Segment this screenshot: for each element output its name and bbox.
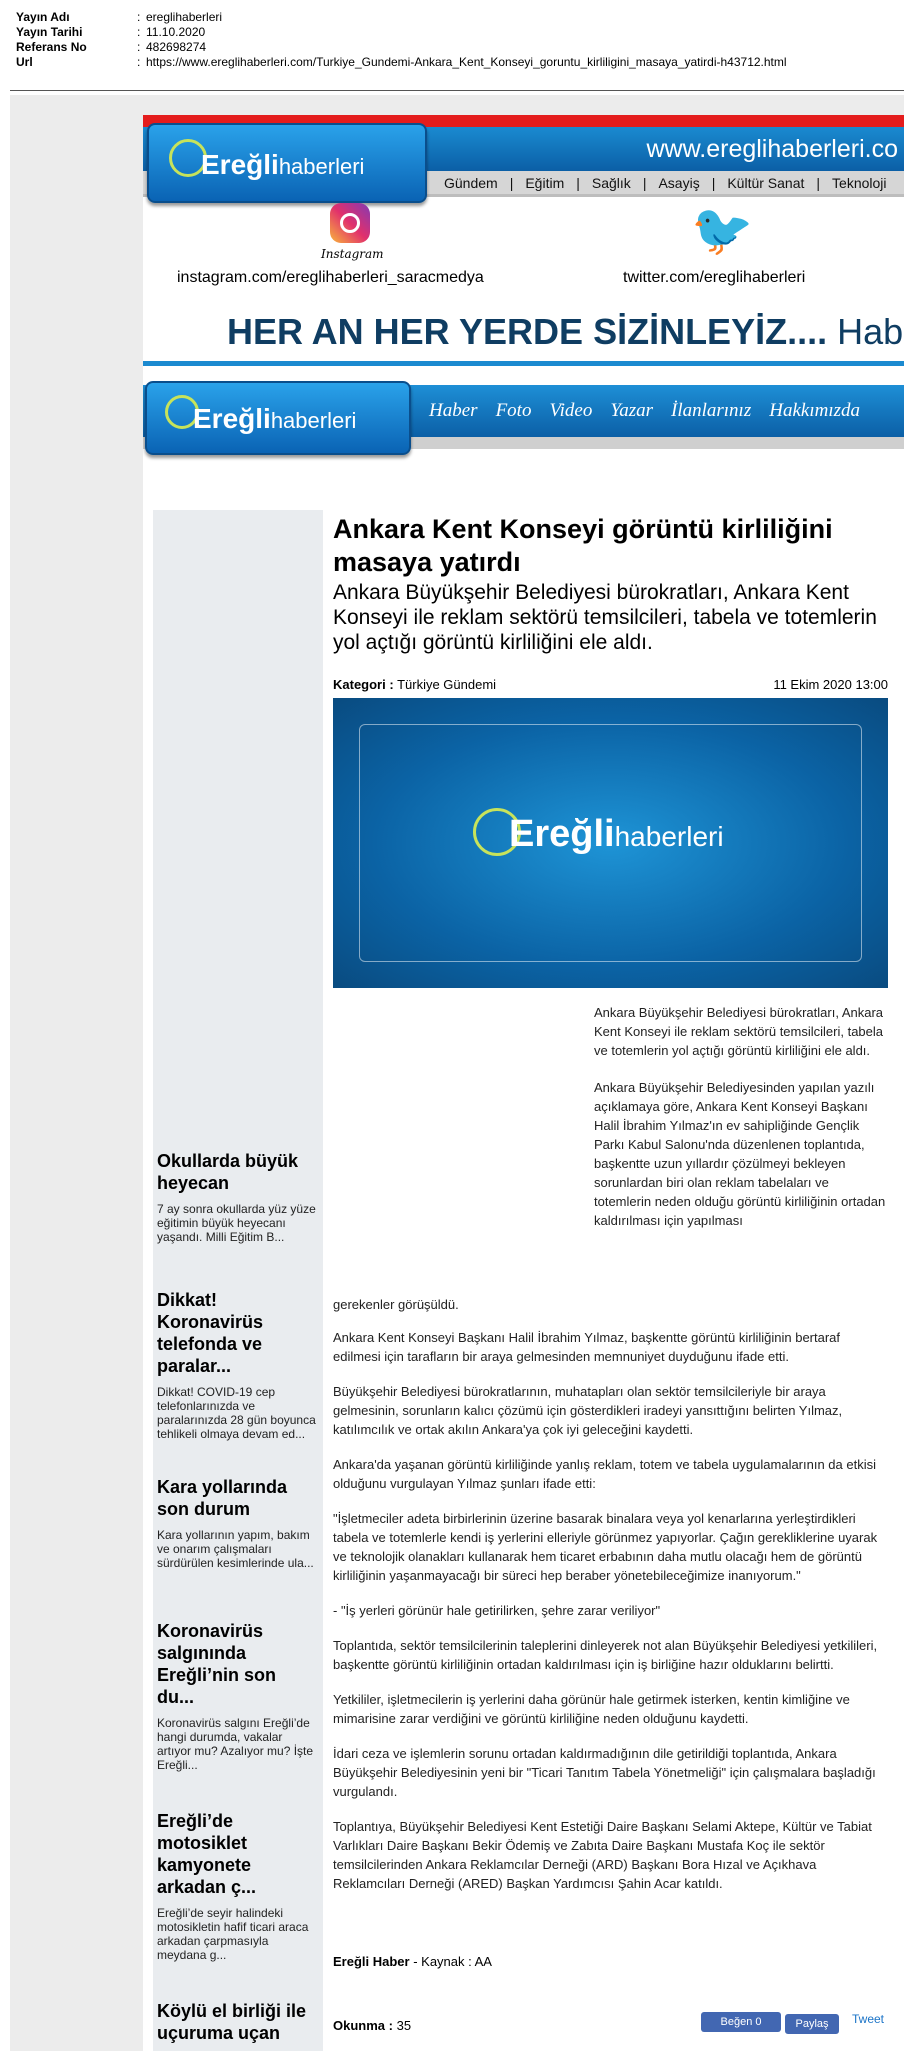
category-label: Kategori : xyxy=(333,677,394,692)
nav-item-haber[interactable]: Haber xyxy=(429,400,478,421)
article-subtitle: Ankara Büyükşehir Belediyesi bürokratları, Ankara Kent Konseyi ile reklam sektörü temsilcileri, tabela ve totemlerin yol açtığı görüntü kirliliğini ele aldı. xyxy=(333,581,877,654)
nav-item-saglik[interactable]: Sağlık xyxy=(591,175,631,191)
article-paragraph: Yetkililer, işletmecilerin iş yerlerini daha görünür hale getirmek isterken, kentin kimliğine ve mimarisine zarar verdiğini ve görüntü kirliliğine neden olduğunu kaydetti. xyxy=(333,1692,850,1726)
article-paragraph: Toplantıya, Büyükşehir Belediyesi Kent Estetiği Daire Başkanı Selami Aktepe, Kültür ve Tabiat Varlıkları Daire Başkanı Bekir Ödemiş ve Zabıta Daire Başkanı Mustafa Koç ile sektör temsilcilerinden Ankara Reklamcılar Derneği (ARD) Başkanı Bora Hızal ve Açıkhava Reklamcıları Derneği (ARED) Başkan Yardımcısı Şahin Acar katıldı. xyxy=(333,1819,872,1891)
sidebar-news-snippet: 7 ay sonra okullarda yüz yüze eğitimin büyük heyecanı yaşandı. Milli Eğitim B... xyxy=(157,1202,316,1244)
article-paragraph: Ankara Büyükşehir Belediyesi bürokratları, Ankara Kent Konseyi ile reklam sektörü temsilcileri, tabela ve totemlerin yol açtığı görüntü kirliliğini ele aldı. xyxy=(594,1005,884,1058)
hero-logo-bold: Ereğli xyxy=(509,813,615,855)
meta-row: Yayın Adı : ereglihaberleri xyxy=(16,10,223,24)
meta-url[interactable]: https://www.ereglihaberleri.com/Turkiye_Gundemi-Ankara_Kent_Konseyi_goruntu_kirliligini_masaya_yatirdi-h43712.html xyxy=(146,55,787,69)
page-screenshot xyxy=(143,115,904,2051)
article-paragraph: "İşletmeciler adeta birbirlerinin üzerine basarak binalara veya yol kenarlarına yerleştirdikleri tabela ve totemlerle kendi iş yerlerini elleriyle görünmez yapıyorlar. Çağın gerekliklerine uyarak ve teknolojik olanakları kullanarak hem ticaret erbabının daha mutlu olacağı hem de görüntü kirliliğinin yaşanmayacağı bir süreci hep beraber yönetebileceğimize inanıyorum." xyxy=(333,1511,878,1583)
article-paragraph: gerekenler görüşüldü. xyxy=(333,1297,459,1312)
sidebar-news-snippet: Kara yollarının yapım, bakım ve onarım çalışmaları sürdürülen kesimlerinde ula... xyxy=(157,1528,314,1570)
read-count-value: 35 xyxy=(396,2018,412,2033)
slogan-text: HER AN HER YERDE SİZİNLEYİZ.... xyxy=(227,311,828,352)
slogan xyxy=(227,311,903,353)
social-banner xyxy=(143,203,904,303)
article-header xyxy=(333,513,888,655)
sidebar-news-title[interactable]: Okullarda büyük heyecan xyxy=(157,1151,299,1193)
read-count xyxy=(333,2018,411,2033)
category-link[interactable]: Türkiye Gündemi xyxy=(397,677,497,692)
site-logo-secondary[interactable] xyxy=(145,381,411,455)
nav-item-hakkimizda[interactable]: Hakkımızda xyxy=(769,400,860,421)
document-meta xyxy=(16,10,787,70)
article-paragraph: - "İş yerleri görünür hale getirilirken, şehre zarar veriliyor" xyxy=(333,1603,661,1618)
twitter-icon[interactable]: 🐦 xyxy=(691,202,754,258)
sidebar-news-item[interactable] xyxy=(157,1150,317,1244)
meta-key: Referans No xyxy=(16,40,87,54)
article-meta xyxy=(333,677,888,692)
header-top xyxy=(143,127,904,197)
nav-item-teknoloji[interactable]: Teknoloji xyxy=(832,175,887,191)
meta-key: Yayın Tarihi xyxy=(16,25,83,39)
instagram-icon[interactable] xyxy=(330,203,370,243)
slogan-tail: Hab xyxy=(837,311,904,352)
sidebar-news xyxy=(153,510,323,2051)
sidebar-news-title[interactable]: Koronavirüs salgınında Ereğli’nin son du... xyxy=(157,1621,277,1707)
main-nav xyxy=(429,400,878,422)
article-paragraph: Ankara Kent Konseyi Başkanı Halil İbrahim Yılmaz, başkentte görüntü kirliliğinin bertaraf edilmesi için tarafların bir araya gelmesinden memnuniyet duyduğunu ifade etti. xyxy=(333,1330,841,1364)
article-paragraph: Ankara'da yaşanan görüntü kirliliğinde yanlış reklam, totem ve tabela uygulamalarının da etkisi olduğunu vurgulayan Yılmaz şunları ifade etti: xyxy=(333,1457,876,1491)
nav-item-gundem[interactable]: Gündem xyxy=(444,175,498,191)
meta-row: Referans No : 482698274 xyxy=(16,40,207,54)
sidebar-news-snippet: Ereğli’de seyir halindeki motosikletin hafif ticari araca arkadan çarpmasıyla meydana g... xyxy=(157,1906,309,1962)
sidebar-news-title[interactable]: Kara yollarında son durum xyxy=(157,1477,288,1519)
share-button[interactable]: Paylaş xyxy=(785,2014,839,2034)
meta-row: Yayın Tarihi : 11.10.2020 xyxy=(16,25,206,39)
nav-item-asayis[interactable]: Asayiş xyxy=(658,175,700,191)
meta-value: 482698274 xyxy=(146,40,207,54)
sidebar-news-title[interactable]: Dikkat! Koronavirüs telefonda ve paralar... xyxy=(157,1290,264,1376)
read-count-label: Okunma : xyxy=(333,2018,393,2033)
sidebar-news-title[interactable]: Ereğli’de motosiklet kamyonete arkadan ç... xyxy=(157,1811,257,1897)
site-logo[interactable] xyxy=(147,123,427,203)
meta-key: Yayın Adı xyxy=(16,10,70,24)
nav-item-yazar[interactable]: Yazar xyxy=(610,400,653,421)
header-main xyxy=(143,385,904,467)
nav-item-video[interactable]: Video xyxy=(549,400,593,421)
divider-strip xyxy=(143,361,904,366)
divider xyxy=(10,90,904,91)
twitter-url[interactable]: twitter.com/ereglihaberleri xyxy=(623,269,806,286)
sidebar-news-item[interactable] xyxy=(157,1810,317,1962)
sidebar-news-snippet: Koronavirüs salgını Ereğli’de hangi durumda, vakalar artıyor mu? Azalıyor mu? İşte Ereğli... xyxy=(157,1716,314,1772)
article-intro xyxy=(594,1003,889,1248)
article-date: 11 Ekim 2020 13:00 xyxy=(773,677,888,692)
article-source xyxy=(333,1954,492,1969)
logo-light: haberleri xyxy=(270,408,357,433)
sidebar-news-item[interactable] xyxy=(157,2000,317,2044)
tweet-button[interactable]: Tweet xyxy=(852,2012,885,2026)
article-paragraph: Ankara Büyükşehir Belediyesinden yapılan yazılı açıklamaya göre, Ankara Kent Konseyi Başkanı Halil İbrahim Yılmaz'ın ev sahipliğinde Gençlik Parkı Kabul Salonu'nda düzenlenen toplantıda, başkentte uzun yıllardır çözülmeyi bekleyen sorunlardan biri olan reklam tabelaları ve totemlerin neden olduğu görüntü kirliliğinin ortadan kaldırılması için yapılması xyxy=(594,1080,886,1228)
instagram-url[interactable]: instagram.com/ereglihaberleri_saracmedya xyxy=(177,269,484,286)
top-nav: Gündem | Eğitim | Sağlık | Asayiş | Kültür Sanat | Teknoloji xyxy=(444,175,887,191)
article-image xyxy=(333,698,888,988)
meta-value: ereglihaberleri xyxy=(146,10,223,24)
article-title: Ankara Kent Konseyi görüntü kirliliğini masaya yatırdı xyxy=(333,514,833,577)
meta-key: Url xyxy=(16,55,33,69)
nav-item-ilanlariniz[interactable]: İlanlarınız xyxy=(671,400,752,421)
sidebar-news-title[interactable]: Köylü el birliği ile uçuruma uçan xyxy=(157,2001,307,2043)
article-paragraph: Büyükşehir Belediyesi bürokratlarının, muhatapları olan sektör temsilcileriyle bir araya gelmesinin, sorunların kalıcı çözümü için gösterdikleri iradeyi yansıttığını belirten Yılmaz, katılımcılık ve ortak akılın Ankara'ya çok iyi geleceğini kaydetti. xyxy=(333,1384,843,1437)
sidebar-news-item[interactable] xyxy=(157,1620,317,1772)
meta-value: 11.10.2020 xyxy=(146,25,206,39)
nav-item-kultur-sanat[interactable]: Kültür Sanat xyxy=(727,175,805,191)
hero-logo xyxy=(509,813,724,856)
article-paragraph: Toplantıda, sektör temsilcilerinin taleplerini dinleyerek not alan Büyükşehir Belediyesi yetkilileri, başkentte görüntü kirliliğinin ortadan kaldırılması için iş birliğine hazır olduklarını belirtti. xyxy=(333,1638,878,1672)
article-paragraph: İdari ceza ve işlemlerin sorunu ortadan kaldırmadığının dile getirildiği toplantıda, Ankara Büyükşehir Belediyesinin yeni bir "Ticari Tanıtım Tabela Yönetmeliği" için çalışmalara başladığı vurgulandı. xyxy=(333,1746,876,1799)
logo-bold: Ereğli xyxy=(201,149,279,180)
nav-item-foto[interactable]: Foto xyxy=(495,400,532,421)
source-name: Ereğli Haber xyxy=(333,1954,410,1969)
sidebar-news-snippet: Dikkat! COVID-19 cep telefonlarınızda ve paralarınızda 28 gün boyunca tehlikeli olmaya devam ed... xyxy=(157,1385,316,1441)
meta-row: Url : https://www.ereglihaberleri.com/Turkiye_Gundemi-Ankara_Kent_Konseyi_goruntu_kirliligini_masaya_yatirdi-h43712.html xyxy=(16,55,787,69)
sidebar-news-item[interactable] xyxy=(157,1289,317,1441)
article-body xyxy=(333,1295,888,1909)
like-button[interactable]: Beğen 0 xyxy=(701,2012,781,2032)
instagram-label: Instagram xyxy=(321,247,384,261)
hero-logo-light: haberleri xyxy=(614,821,724,852)
site-url[interactable]: www.ereglihaberleri.co xyxy=(646,135,898,163)
logo-light: haberleri xyxy=(278,154,365,179)
sidebar-news-item[interactable] xyxy=(157,1476,317,1570)
logo-bold: Ereğli xyxy=(193,403,271,434)
source-tail: - Kaynak : AA xyxy=(409,1954,492,1969)
nav-item-egitim[interactable]: Eğitim xyxy=(525,175,565,191)
